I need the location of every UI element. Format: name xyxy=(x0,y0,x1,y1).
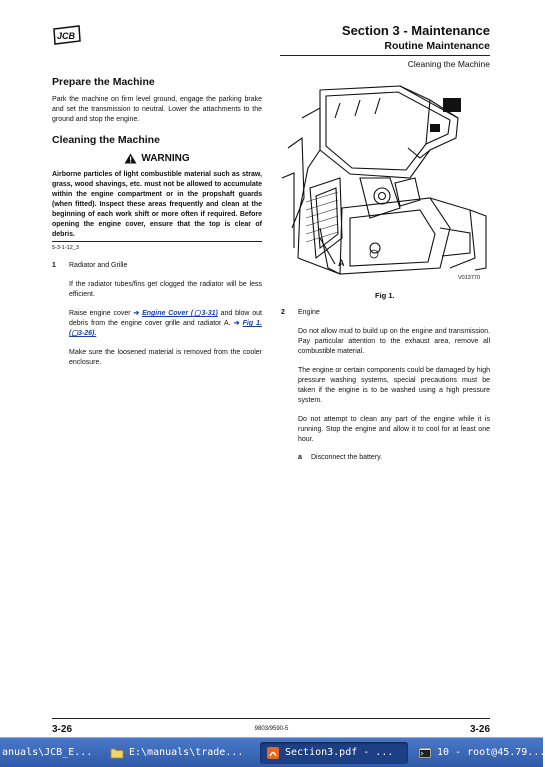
taskbar-item-terminal[interactable] xyxy=(412,742,545,764)
item-number: 1 xyxy=(52,262,56,269)
page-number-left: 3-26 xyxy=(52,724,73,735)
item-radiator xyxy=(52,261,262,271)
taskbar-item-label: 10 - root@45.79... xyxy=(437,747,545,758)
step-label: a xyxy=(298,454,302,461)
link-arrow-icon: ➔ xyxy=(233,320,240,327)
taskbar-item-label: anuals\JCB_E... xyxy=(2,747,93,758)
item-number: 2 xyxy=(281,309,285,316)
pdf-viewer-icon xyxy=(266,746,280,760)
folder-icon xyxy=(110,746,124,760)
taskbar-item-label: E:\manuals\trade... xyxy=(129,747,244,758)
link-fig1[interactable]: Fig 1. (▢3-26). xyxy=(69,320,262,337)
step-a xyxy=(298,453,490,463)
right-column xyxy=(281,308,490,463)
page-number-right: 3-26 xyxy=(469,724,490,735)
left-column xyxy=(52,76,262,368)
warning-label: WARNING xyxy=(141,153,190,164)
link-engine-cover[interactable]: Engine Cover (▢3-31) xyxy=(142,310,218,317)
section-subtitle: Routine Maintenance xyxy=(384,40,490,52)
heading-prepare: Prepare the Machine xyxy=(52,76,155,88)
reference-code: 5-3-1-12_3 xyxy=(52,245,79,251)
warning-header xyxy=(52,153,262,164)
taskbar-item-pdf[interactable] xyxy=(260,742,408,764)
taskbar-item-jcb-explorer[interactable] xyxy=(0,742,100,764)
jcb-logo xyxy=(52,25,82,45)
heading-cleaning: Cleaning the Machine xyxy=(52,134,160,146)
engine-figure xyxy=(280,78,490,288)
item-title: Radiator and Grille xyxy=(69,262,128,269)
engine-paragraph-2: The engine or certain components could be damaged by high pressure washing systems, special precautions must be taken if the engine is to be washed using a high pressure system. xyxy=(298,367,490,404)
step-text: Disconnect the battery. xyxy=(311,454,383,461)
figure-label-a: A xyxy=(338,258,345,268)
radiator-paragraph-1: If the radiator tubes/fins get clogged the radiator will be less efficient. xyxy=(69,281,262,298)
header-divider xyxy=(280,55,490,56)
figure-code: V013770 xyxy=(458,275,481,281)
engine-paragraph-3: Do not attempt to clean any part of the engine while it is running. Stop the engine and allow it to cool for at least one hour. xyxy=(298,416,490,443)
radiator-paragraph-2: Raise engine cover ➔ Engine Cover (▢3-31) and blow out debris from the engine cover grille and radiator A. ➔ Fig 1. (▢3-26). xyxy=(69,310,262,337)
topic-title: Cleaning the Machine xyxy=(407,59,490,69)
page-ref-icon: ▢ xyxy=(193,310,202,317)
taskbar-item-explorer[interactable] xyxy=(104,742,256,764)
section-title: Section 3 - Maintenance xyxy=(341,23,490,38)
link-arrow-icon: ➔ xyxy=(133,310,140,317)
document-number: 9803/9590-5 xyxy=(254,726,289,732)
taskbar-item-label: Section3.pdf - ... xyxy=(285,747,394,758)
taskbar xyxy=(0,737,543,767)
radiator-paragraph-3: Make sure the loosened material is removed from the cooler enclosure. xyxy=(69,349,262,366)
item-title: Engine xyxy=(298,309,320,316)
svg-text:JCB: JCB xyxy=(57,31,76,41)
terminal-icon xyxy=(418,746,432,760)
figure-caption: Fig 1. xyxy=(375,291,395,300)
footer-divider xyxy=(52,718,490,719)
engine-paragraph-1: Do not allow mud to build up on the engine and transmission. Pay particular attention to the exhaust area, remove all combustible material. xyxy=(298,328,490,355)
prepare-paragraph: Park the machine on firm level ground, engage the parking brake and set the transmission to neutral. Lower the attachments to the ground and stop the engine. xyxy=(52,96,262,123)
item-engine xyxy=(281,308,490,318)
warning-triangle-icon xyxy=(124,153,137,164)
warning-text: Airborne particles of light combustible material such as straw, grass, wood shavings, etc. must not be allowed to accumulate within the engine compartment or in the propshaft guards (when fitted). Inspect these areas frequently and clean at the beginning of each work shift or more often if required. Before opening the engine cover, ensure that the top is clear of debris. xyxy=(52,170,262,242)
page-ref-icon: ▢ xyxy=(71,330,78,337)
